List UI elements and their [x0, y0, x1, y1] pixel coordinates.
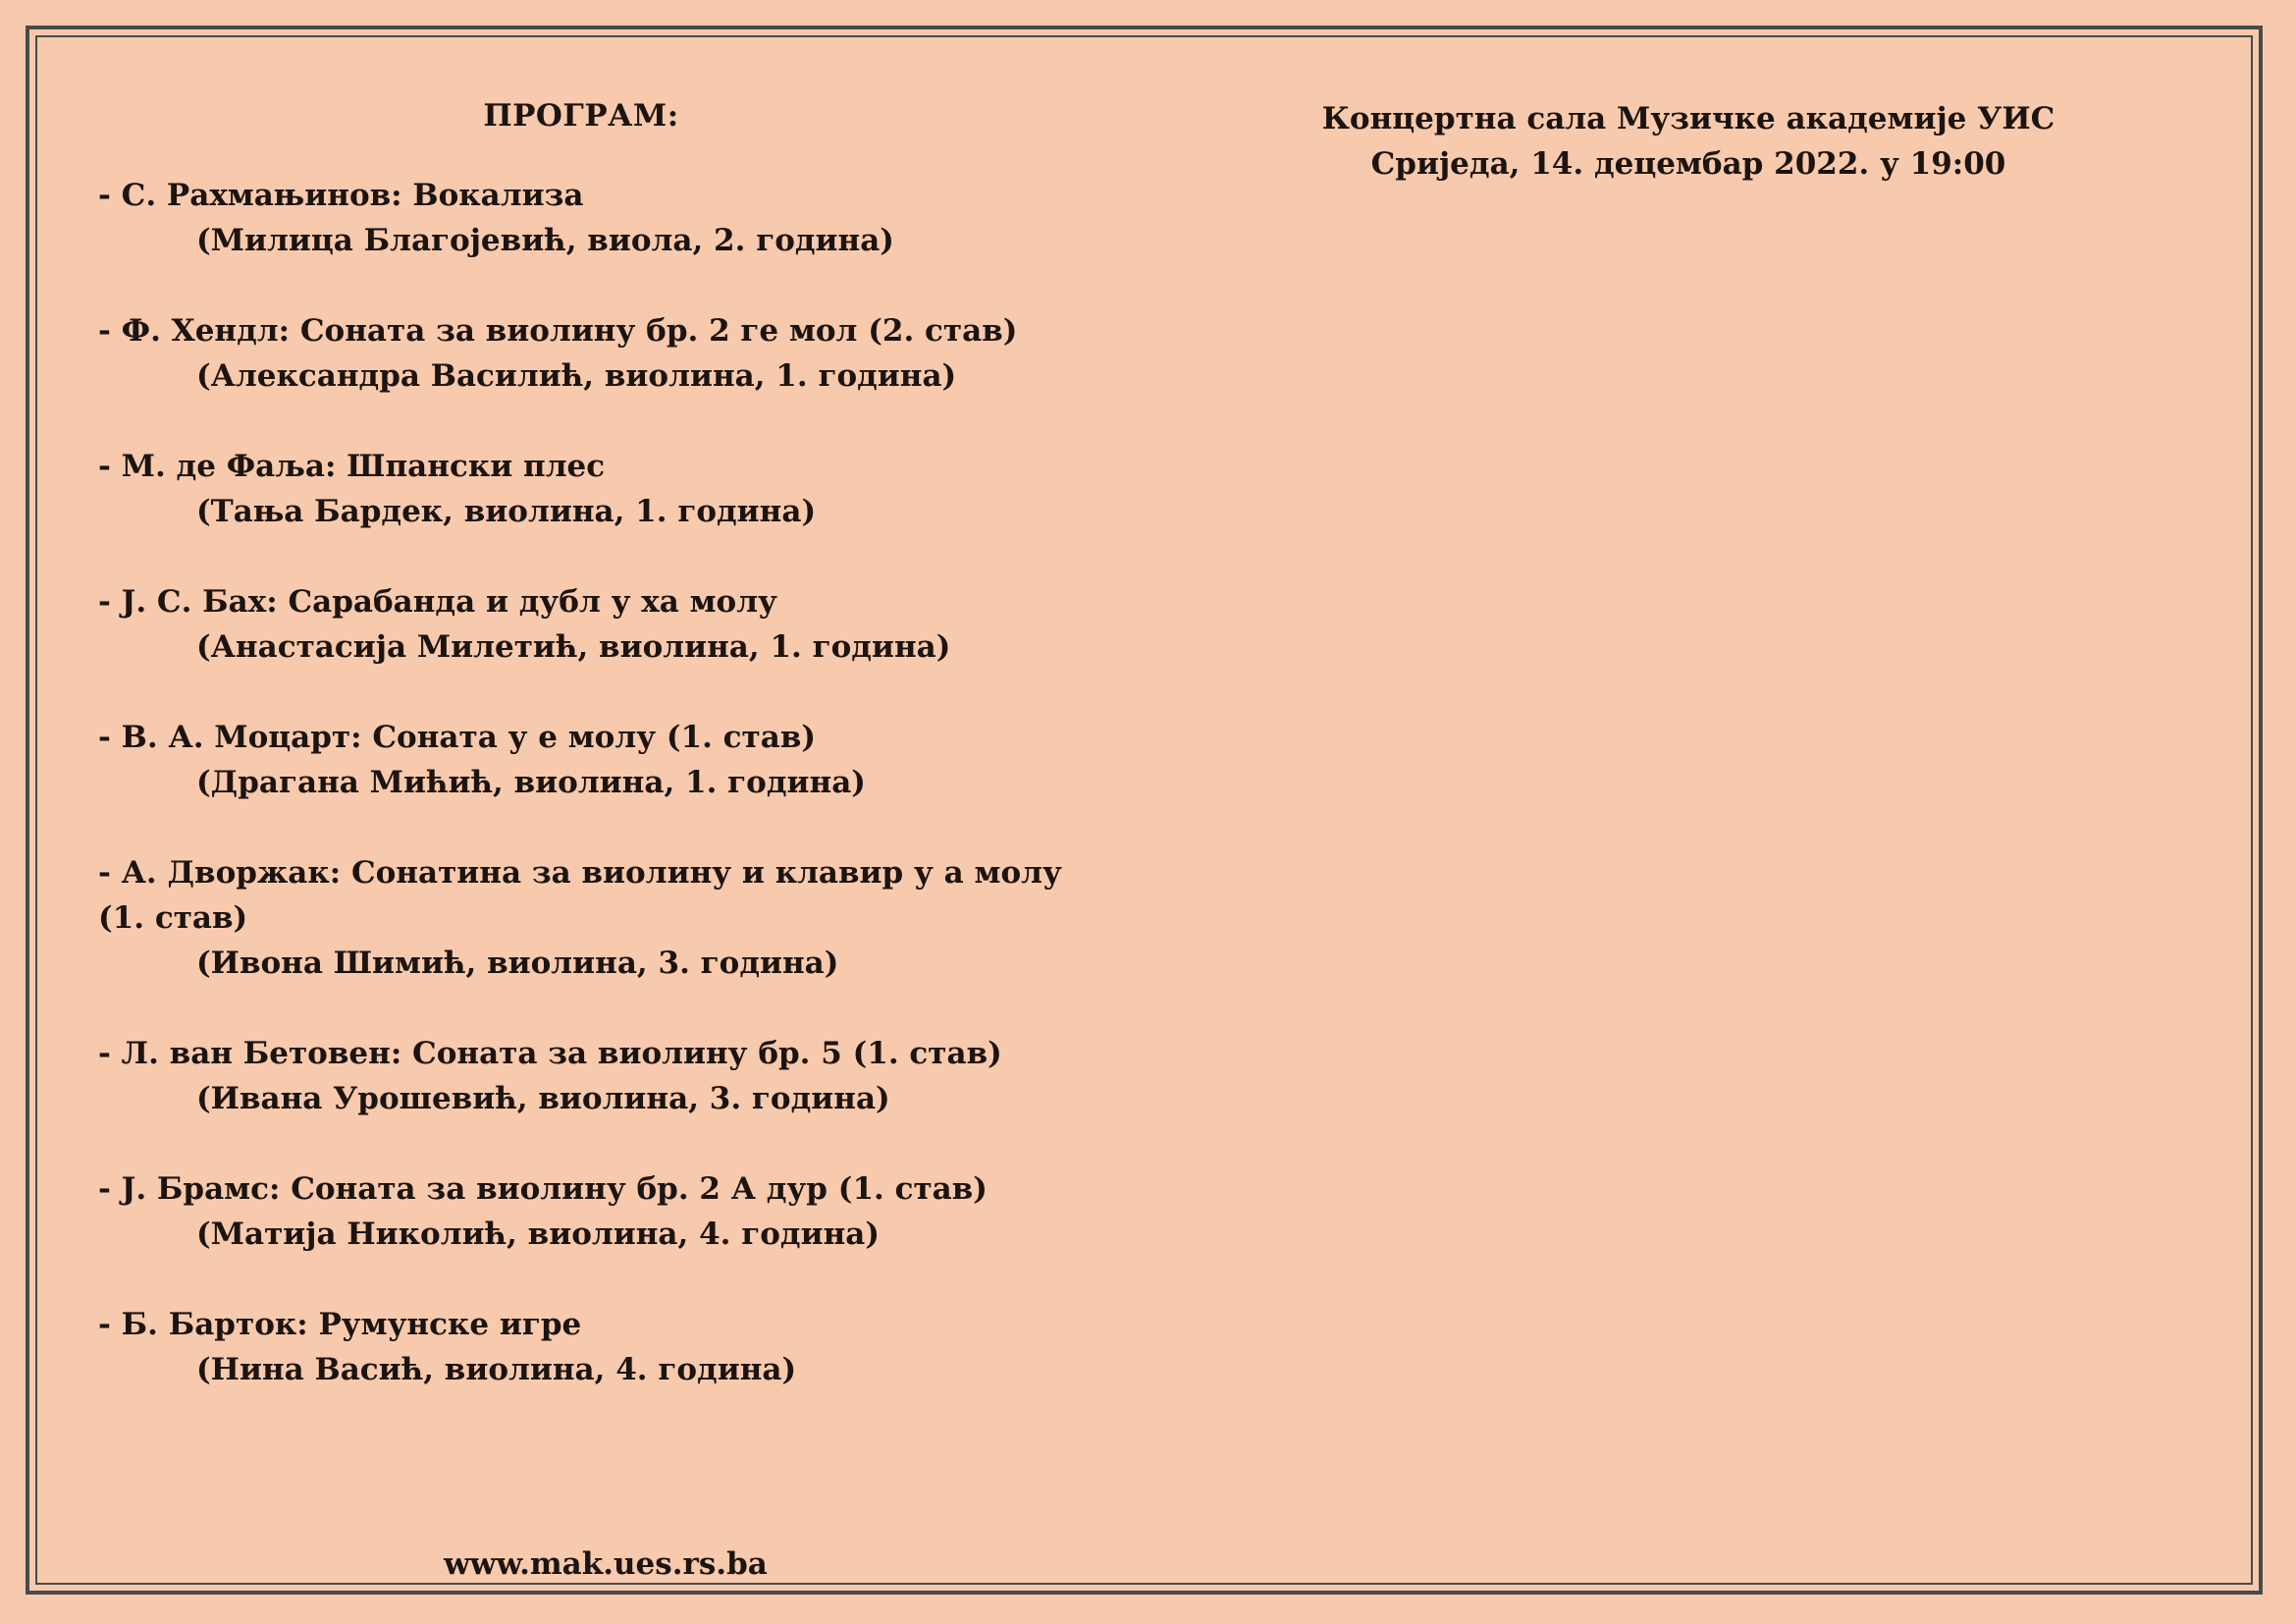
- venue-name: Концертна сала Музичке академије УИС: [1321, 101, 2056, 136]
- performer-info: (Александра Василић, виолина, 1. година): [196, 358, 957, 394]
- program-item: [98, 1302, 1064, 1392]
- program-item: [98, 850, 1064, 986]
- performer-info: (Анастасија Милетић, виолина, 1. година): [196, 629, 951, 665]
- program-item: [98, 1166, 1064, 1257]
- piece-title: - Л. ван Бетовен: Соната за виолину бр. 5 (1. став): [98, 1036, 1002, 1071]
- performer-info: (Ивана Урошевић, виолина, 3. година): [196, 1081, 890, 1116]
- event-datetime: Сриједа, 14. децембар 2022. у 19:00: [1370, 146, 2006, 182]
- piece-title: - Ф. Хендл: Соната за виолину бр. 2 ге мол (2. став): [98, 313, 1018, 349]
- program-item: [98, 308, 1064, 399]
- performer-info: (Драгана Мићић, виолина, 1. година): [196, 765, 866, 800]
- piece-title: - Б. Барток: Румунске игре: [98, 1307, 582, 1342]
- piece-title: - В. А. Моцарт: Соната у е молу (1. став): [98, 720, 817, 755]
- program-item: [98, 1031, 1064, 1121]
- piece-title: - С. Рахмањинов: Вокализа: [98, 178, 584, 213]
- piece-title: - А. Дворжак: Сонатина за виолину и клавир у а молу (1. став): [98, 855, 1062, 936]
- performer-info: (Нина Васић, виолина, 4. година): [196, 1352, 797, 1387]
- performer-info: (Матија Николић, виолина, 4. година): [196, 1217, 881, 1252]
- piece-title: - Ј. С. Бах: Сарабанда и дубл у ха молу: [98, 584, 777, 620]
- program-heading: ПРОГРАМ:: [483, 98, 679, 134]
- program-list: [98, 173, 1064, 1437]
- website-url: www.mak.ues.rs.ba: [444, 1546, 768, 1582]
- program-item: [98, 715, 1064, 805]
- program-item: [98, 579, 1064, 670]
- performer-info: (Тања Бардек, виолина, 1. година): [196, 494, 817, 529]
- piece-title: - М. де Фаља: Шпански плес: [98, 449, 606, 484]
- performer-info: (Ивона Шимић, виолина, 3. година): [196, 946, 839, 981]
- event-info: [1237, 96, 2140, 187]
- program-item: [98, 444, 1064, 534]
- program-item: [98, 173, 1064, 263]
- performer-info: (Милица Благојевић, виола, 2. година): [196, 223, 894, 258]
- piece-title: - Ј. Брамс: Соната за виолину бр. 2 А дур (1. став): [98, 1171, 988, 1207]
